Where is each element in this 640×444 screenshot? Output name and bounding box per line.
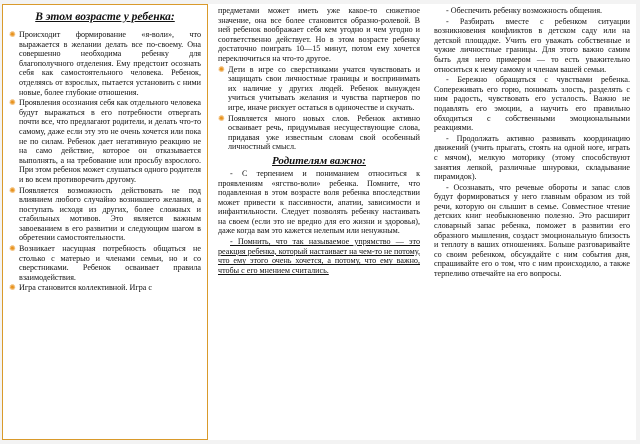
list-item: ✺ Дети в игре со сверстниками учатся чувствовать и защищать свои личностные границы и воспринимать их наличие у других людей. Ребенок вынужден учиться учитывать желания и чувства партнеров по игре, иначе рискует остаться в одиночестве и скучать. <box>218 64 420 112</box>
list-item: ✺ Происходит формирование «я-воли», что выражается в желании делать все по-своему. Она совершенно необходима ребенку для благополучного отделения. Ему предстоит осознать себя как самостоятельного человека. Ребенок, отделяясь от взрослых, пытается установить с ними новые, более глубокие отношения. <box>9 30 201 97</box>
sun-icon: ✺ <box>218 113 225 123</box>
advice-paragraph: - Бережно обращаться с чувствами ребенка. Сопереживать его горю, понимать злость, разделять с ним радость, чувствовать его усталость. Важно не подавлять его эмоции, а научить его правильно обходиться с собственными эмоциональными реакциями. <box>434 75 630 133</box>
advice-paragraph: - Помнить, что так называемое упрямство — это реакция ребенка, который настаивает на чем-то не потому, что ему этого очень хочется, а потому, что ему важно, чтобы с его мнением считались. <box>218 237 420 275</box>
list-item: ✺ Появляется возможность действовать не под влиянием любого случайно возникшего желания, а поступать исходя из других, более сложных и стабильных мотивов. Это является важным завоеванием в его развитии и следующим шагом в обретении самостоятельности. <box>9 185 201 243</box>
list-item: ✺ Возникает насущная потребность общаться не столько с матерью и членами семьи, но и со сверстниками. Ребенок осваивает правила взаимодействия. <box>9 244 201 282</box>
sun-icon: ✺ <box>9 244 16 254</box>
advice-paragraph: - Разбирать вместе с ребенком ситуации возникновения конфликтов в детском саду или на детской площадке. Учить его уважать собственные и чужие личностные границы. Для этого важно самим быть для него примером — то есть уважительно относиться к нему самому и членам вашей семьи. <box>434 16 630 74</box>
list-item: ✺ Игра становится коллективной. Игра с <box>9 283 152 293</box>
list-item: ✺ Проявления осознания себя как отдельного человека будут выражаться в его потребности отвергать почти все, что предлагают родители, и делать что-то самому, даже если эту это не очень хочется или пока не по силам. Ребенок дает негативную реакцию не на само действие, которое он отказывается выполнять, а на требование или просьбу взрослого. При этом ребенок может слушаться одного родителя и во всем противоречить другому. <box>9 98 201 184</box>
sun-icon: ✺ <box>218 64 225 74</box>
column-middle <box>214 4 424 440</box>
advice-paragraph: - С терпением и пониманием относиться к проявлениям «ягство-воли» ребенка. Помните, что подавленная в этом возрасте воля ребенка впоследствии может привести к пассивности, апатии, зависимости и инфантильности. Следует позволять ребенку настаивать на своем (если это не вредно для его жизни и здоровья), даже когда вам это кажется нелепым или ненужным. <box>218 168 420 236</box>
brochure-sheet <box>2 4 636 440</box>
advice-paragraph: - Продолжать активно развивать координацию движений (учить прыгать, стоять на одной ноге, играть с мячом), мелкую моторику (этому способствуют занятия лепкой, различные шнуровки, складывание пирамидок). <box>434 133 630 182</box>
sun-icon: ✺ <box>9 185 16 195</box>
sun-icon: ✺ <box>9 283 16 293</box>
column-left <box>2 4 208 440</box>
sun-icon: ✺ <box>9 98 16 108</box>
column-right <box>430 4 636 440</box>
advice-paragraph: - Осознавать, что речевые обороты и запас слов будут формироваться у него главным образом из той речи, которую он слышит в семье. Совместное чтение детских книг необыкновенно полезно. Это расширит словарный запас ребенка, поможет в развитии его образного мышления, создаст эмоциональную близость и теплоту в ваших отношениях. Больше разговаривайте со своим ребенком, обсуждайте с ним события дня, спрашивайте его о том, что с ним происходило, а также терпеливо отвечайте на его вопросы. <box>434 182 630 279</box>
list-item: ✺ Появляется много новых слов. Ребенок активно осваивает речь, придумывая несуществующие слова, придавая уже известным словам свой особенный личностный смысл. <box>218 113 420 152</box>
parents-heading: Родителям важно: <box>272 154 366 167</box>
age-heading: В этом возрасте у ребенка: <box>35 11 175 23</box>
continued-text: предметами может иметь уже какое-то сюжетное значение, она все более становится образно-ролевой. В ней ребенок воображает себя кем угодно и чем угодно и соответственно действует. Но в этом возрасте ребенку достаточно поиграть 10—15 минут, потом ему хочется переключиться на что-то другое. <box>218 6 420 63</box>
advice-paragraph: - Обеспечить ребенку возможность общения. <box>446 6 603 15</box>
sun-icon: ✺ <box>9 30 16 39</box>
